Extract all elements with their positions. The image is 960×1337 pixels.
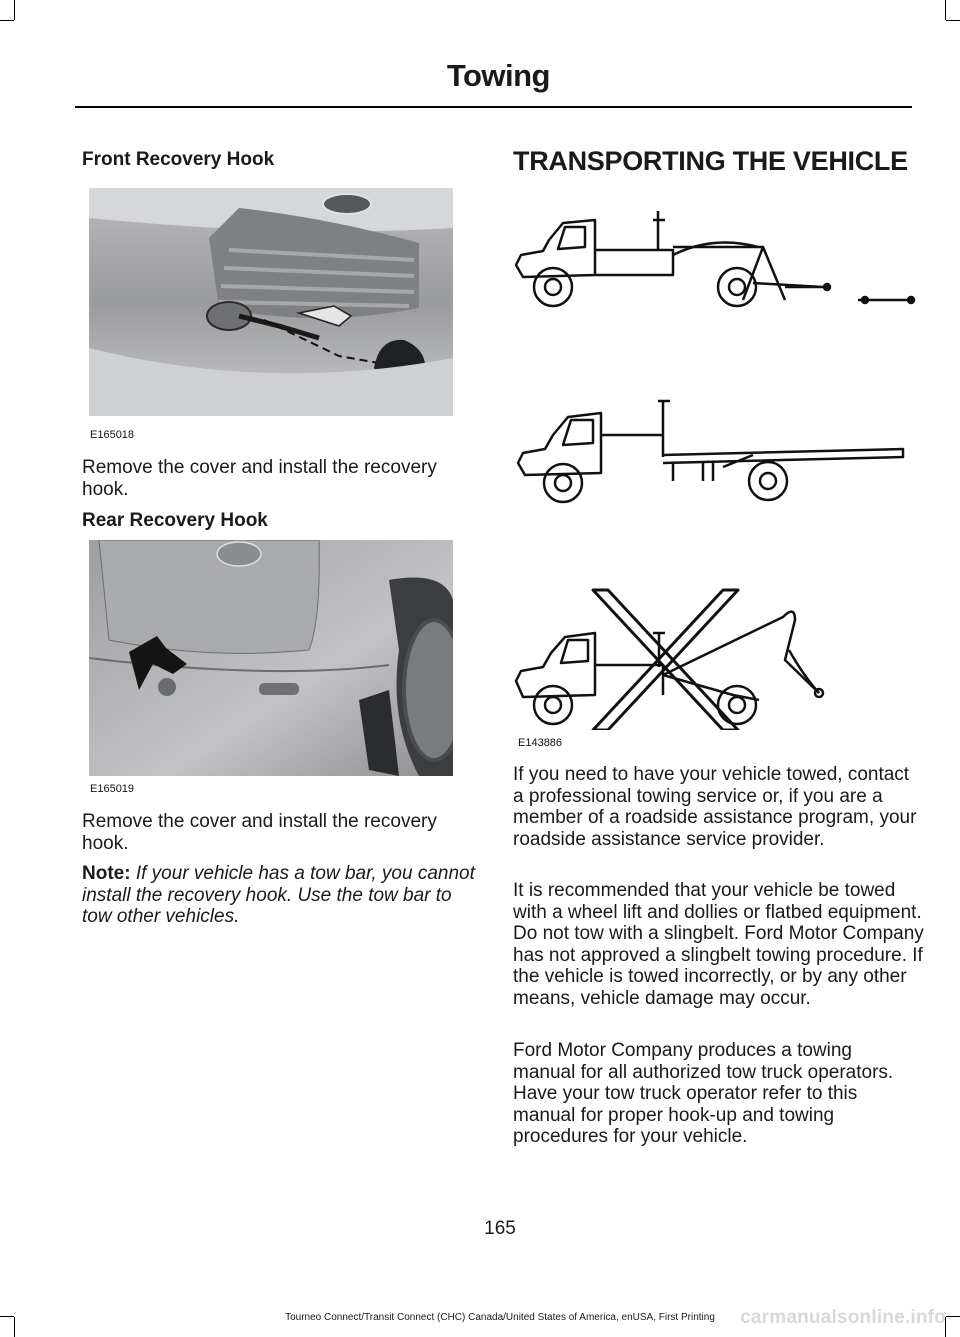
- page-title: Towing: [446, 58, 550, 93]
- rear-hook-figure: [89, 540, 453, 776]
- section-heading: TRANSPORTING THE VEHICLE: [513, 146, 908, 176]
- crop-mark: [0, 20, 14, 21]
- footer-text: Tourneo Connect/Transit Connect (CHC) Canada/United States of America, enUSA, First Printing: [285, 1312, 715, 1323]
- wheel-lift-truck-icon: [516, 211, 914, 306]
- tow-methods-figure: [513, 205, 918, 730]
- front-hook-heading: Front Recovery Hook: [82, 149, 275, 170]
- page-number: 165: [484, 1218, 516, 1239]
- figure-code: E143886: [518, 737, 563, 749]
- note-label: Note:: [82, 863, 131, 884]
- title-rule: [75, 106, 912, 108]
- note-text: If your vehicle has a tow bar, you cannot install the recovery hook. Use the tow bar to tow other vehicles.: [82, 863, 475, 928]
- crop-mark: [946, 20, 960, 21]
- paragraph: It is recommended that your vehicle be towed with a wheel lift and dollies or flatbed equipment. Do not tow with a slingbelt. Ford Motor Company has not approved a slingbelt towing procedure. If the vehicle is towed incorrectly, or by any other means, vehicle damage may occur.: [513, 880, 924, 1009]
- tow-bar-note: [82, 863, 480, 928]
- front-hook-caption: Remove the cover and install the recovery hook.: [82, 457, 437, 500]
- figure-code: E165019: [90, 783, 135, 795]
- crop-mark: [14, 0, 15, 20]
- watermark: carmanualsonline.info: [740, 1307, 946, 1328]
- paragraph: Ford Motor Company produces a towing manual for all authorized tow truck operators. Have your tow truck operator refer to this manual for proper hook-up and towing procedures for your vehicle.: [513, 1040, 894, 1148]
- crop-mark: [14, 1317, 15, 1337]
- front-hook-figure: [89, 188, 453, 416]
- crop-mark: [945, 0, 946, 20]
- flatbed-truck-icon: [518, 401, 903, 502]
- crop-mark: [946, 1316, 960, 1317]
- paragraph: If you need to have your vehicle towed, contact a professional towing service or, if you are a member of a roadside assistance program, your roadside assistance service provider.: [513, 764, 917, 850]
- slingbelt-truck-icon: [516, 612, 823, 724]
- prohibited-cross-icon: [593, 590, 738, 730]
- rear-hook-caption: Remove the cover and install the recovery hook.: [82, 811, 437, 854]
- rear-hook-heading: Rear Recovery Hook: [82, 510, 268, 531]
- figure-code: E165018: [90, 429, 135, 441]
- crop-mark: [0, 1316, 14, 1317]
